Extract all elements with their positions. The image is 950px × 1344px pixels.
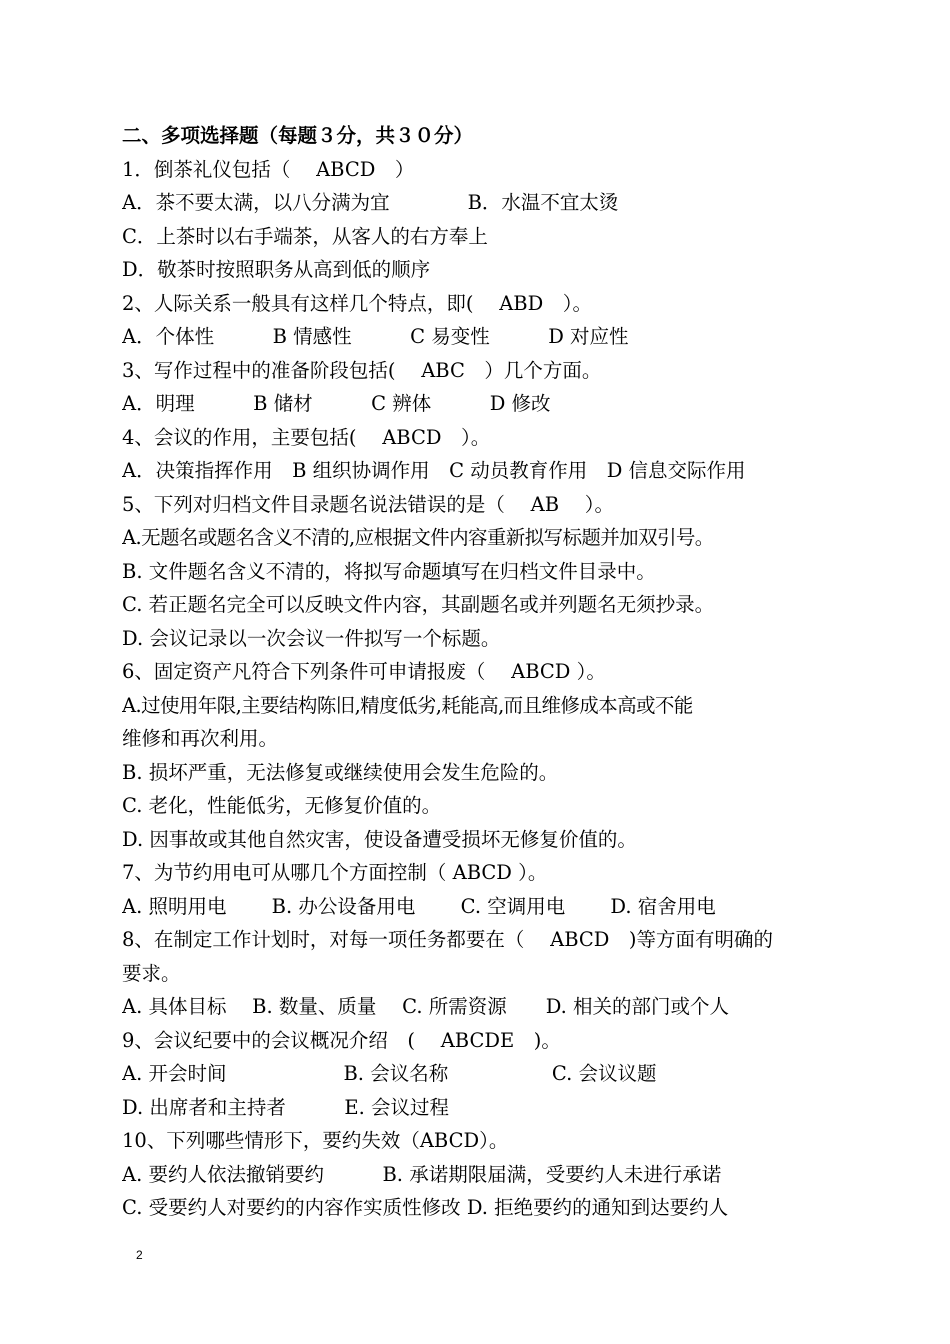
text-line: 5、下列对归档文件目录题名说法错误的是（ AB ）。 xyxy=(122,492,614,516)
text-line: A．茶不要太满，以八分满为宜 B．水温不宜太烫 xyxy=(122,191,619,214)
text-line: 9、会议纪要中的会议概况介绍 ( ABCDE )。 xyxy=(122,1028,561,1052)
text-line: B. 文件题名含义不清的，将拟写命题填写在归档文件目录中。 xyxy=(122,559,656,583)
text-line: D. 因事故或其他自然灾害，使设备遭受损坏无修复价值的。 xyxy=(122,827,637,851)
text-line: D. 出席者和主持者 E. 会议过程 xyxy=(122,1095,449,1119)
text-line: 7、为节约用电可从哪几个方面控制（ ABCD ）。 xyxy=(122,861,548,884)
text-line: D. 会议记录以一次会议一件拟写一个标题。 xyxy=(122,626,501,650)
text-line: A.过使用年限,主要结构陈旧,精度低劣,耗能高,而且维修成本高或不能 xyxy=(122,693,693,717)
text-line: A. 开会时间 B. 会议名称 C. 会议议题 xyxy=(122,1062,657,1085)
text-line: 8、在制定工作计划时，对每一项任务都要在（ ABCD )等方面有明确的 xyxy=(122,928,774,951)
text-line: A. 具体目标 B. 数量、质量 C. 所需资源 D. 相关的部门或个人 xyxy=(122,995,730,1018)
text-line: D．敬茶时按照职务从高到低的顺序 xyxy=(122,258,431,281)
text-line: 10、下列哪些情形下，要约失效（ABCD）。 xyxy=(122,1129,509,1152)
text-line: A．决策指挥作用 B 组织协调作用 C 动员教育作用 D 信息交际作用 xyxy=(122,459,746,482)
text-line: 2、人际关系一般具有这样几个特点，即( ABD ）。 xyxy=(122,291,593,315)
text-line: C. 受要约人对要约的内容作实质性修改 D. 拒绝要约的通知到达要约人 xyxy=(122,1196,729,1219)
text-line: A.无题名或题名含义不清的,应根据文件内容重新拟写标题并加双引号。 xyxy=(122,526,714,549)
text-line: C．上茶时以右手端茶，从客人的右方奉上 xyxy=(122,224,488,248)
text-line: C. 若正题名完全可以反映文件内容，其副题名或并列题名无须抄录。 xyxy=(122,593,715,616)
text-line: 维修和再次利用。 xyxy=(122,727,279,750)
text-line: A. 照明用电 B. 办公设备用电 C. 空调用电 D. 宿舍用电 xyxy=(122,894,716,918)
text-line: 6、固定资产凡符合下列条件可申请报废（ ABCD ）。 xyxy=(122,660,606,683)
page-number: 2 xyxy=(136,1248,143,1262)
text-line: C. 老化，性能低劣，无修复价值的。 xyxy=(122,794,442,817)
section-heading: 二、多项选择题（每题３分，共３０分） xyxy=(122,124,474,147)
text-line: 3、写作过程中的准备阶段包括( ABC ）几个方面。 xyxy=(122,358,602,382)
question-list xyxy=(122,119,842,1225)
text-line: A．明理 B 储材 C 辨体 D 修改 xyxy=(122,392,551,415)
text-line: 1．倒茶礼仪包括（ ABCD ） xyxy=(122,157,415,181)
text-line: A．个体性 B 情感性 C 易变性 D 对应性 xyxy=(122,325,629,348)
text-line: B. 损坏严重，无法修复或继续使用会发生危险的。 xyxy=(122,760,559,784)
text-line: A. 要约人依法撤销要约 B. 承诺期限届满，受要约人未进行承诺 xyxy=(122,1162,722,1186)
text-line: 4、会议的作用，主要包括( ABCD ）。 xyxy=(122,425,491,449)
text-line: 要求。 xyxy=(122,961,181,985)
